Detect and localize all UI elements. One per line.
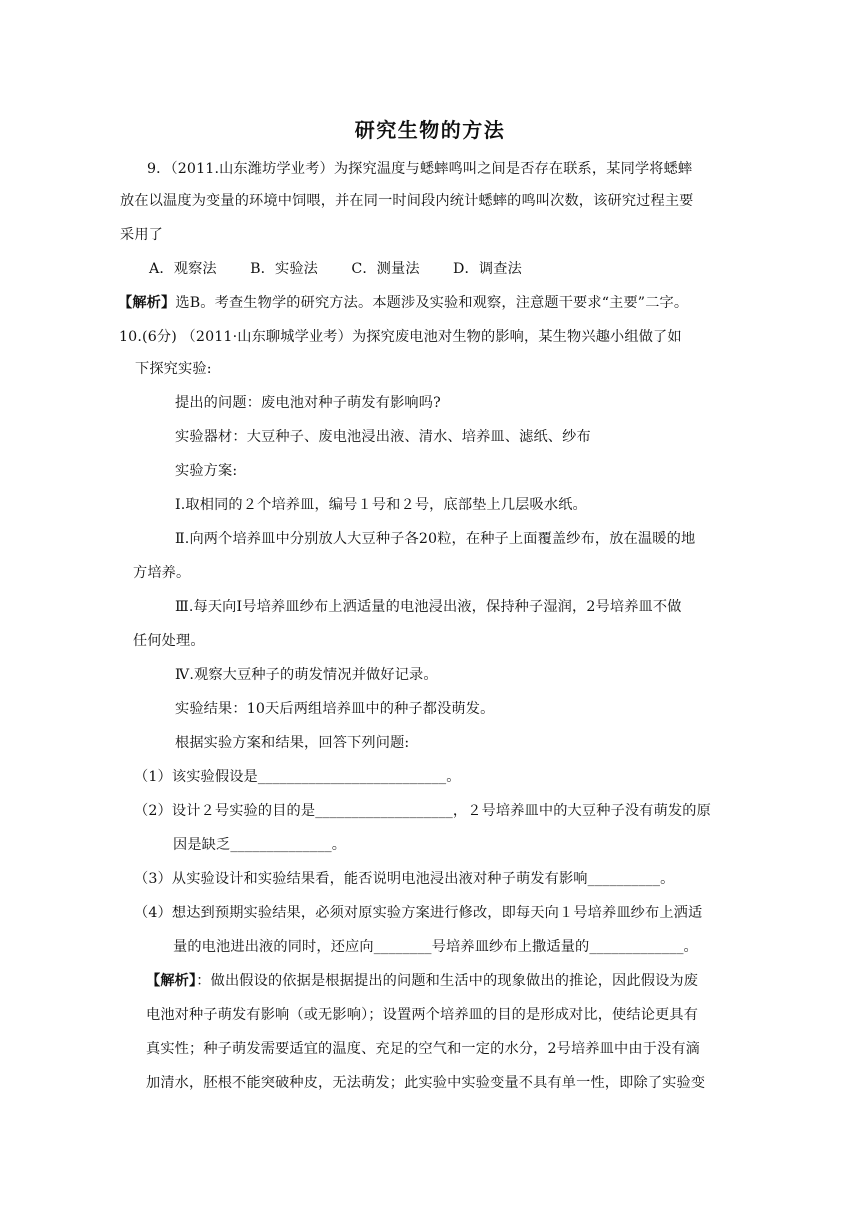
q10-analysis-tag: 【解析】 [146,973,197,989]
q10-sub-2-cont: 因是缺乏______________。 [173,837,347,853]
q9-line-2: 放在以温度为变量的环境中饲喂，并在同一时间段内统计蟋蟀的鸣叫次数，该研究过程主要 [120,193,694,209]
q9-analysis [118,292,688,312]
q10-head-line-1: 10.(6分) （2011·山东聊城学业考）为探究废电池对生物的影响，某生物兴趣小组做了如 [119,329,682,345]
q10-step-2-cont: 方培养。 [133,565,191,581]
q10-sub-1: （1）该实验假设是__________________________。 [134,769,461,785]
q9-line-3: 采用了 [120,227,164,243]
q10-analysis-line-2: 电池对种子萌发有影响（或无影响）；设置两个培养皿的目的是形成对比，使结论更具有 [146,1007,699,1023]
q9-line-1: 9．（2011.山东潍坊学业考）为探究温度与蟋蟀鸣叫之间是否存在联系，某同学将蟋蟀 [147,161,693,177]
q10-sub-2: （2）设计２号实验的目的是___________________，２号培养皿中的大豆种子没有萌发的原 [134,803,711,819]
q10-sub-4-cont: 量的电池进出液的同时，还应向________号培养皿纱布上撒适量的_____________。 [173,939,698,955]
q10-step-2: Ⅱ.向两个培养皿中分别放人大豆种子各20粒，在种子上面覆盖纱布，放在温暖的地 [175,531,696,547]
q10-materials: 实验器材：大豆种子、废电池浸出液、清水、培养皿、滤纸、纱布 [175,429,591,445]
q10-step-4: Ⅳ.观察大豆种子的萌发情况并做好记录。 [175,667,438,683]
q10-question: 提出的问题：废电池对种子萌发有影响吗? [175,395,441,411]
q10-head-line-2: 下探究实验: [135,361,212,377]
q10-analysis-line-3: 真实性；种子萌发需要适宜的温度、充足的空气和一定的水分，2号培养皿中由于没有滴 [146,1041,701,1057]
q10-result: 实验结果：10天后两组培养皿中的种子都没萌发。 [175,701,495,717]
q9-analysis-text: 选B。考查生物学的研究方法。本题涉及实验和观察，注意题干要求“主要”二字。 [175,295,689,311]
q9-options: A．观察法 B．实验法 C．测量法 D．调查法 [149,261,522,277]
q10-step-3: Ⅲ.每天向Ⅰ号培养皿纱布上洒适量的电池浸出液，保持种子湿润，2号培养皿不做 [175,599,682,615]
page-title: 研究生物的方法 [354,118,506,142]
q10-prompt: 根据实验方案和结果，回答下列问题: [175,735,410,751]
q10-analysis-text: ：做出假设的依据是根据提出的问题和生活中的现象做出的推论，因此假设为废 [196,973,699,989]
q9-analysis-tag: 【解析】 [118,295,176,311]
q10-step-1: Ⅰ.取相同的２个培养皿，编号１号和２号，底部垫上几层吸水纸。 [175,497,587,513]
q10-sub-3: （3）从实验设计和实验结果看，能否说明电池浸出液对种子萌发有影响__________。 [134,871,675,887]
q10-step-3-cont: 任何处理。 [133,633,205,649]
q10-analysis-line-4: 加清水，胚根不能突破种皮，无法萌发；此实验中实验变量不具有单一性，即除了实验变 [146,1075,706,1091]
q10-analysis-line-1 [146,970,698,990]
q10-plan-label: 实验方案: [175,463,238,479]
q10-sub-4: （4）想达到预期实验结果，必须对原实验方案进行修改，即每天向１号培养皿纱布上洒适 [134,905,703,921]
